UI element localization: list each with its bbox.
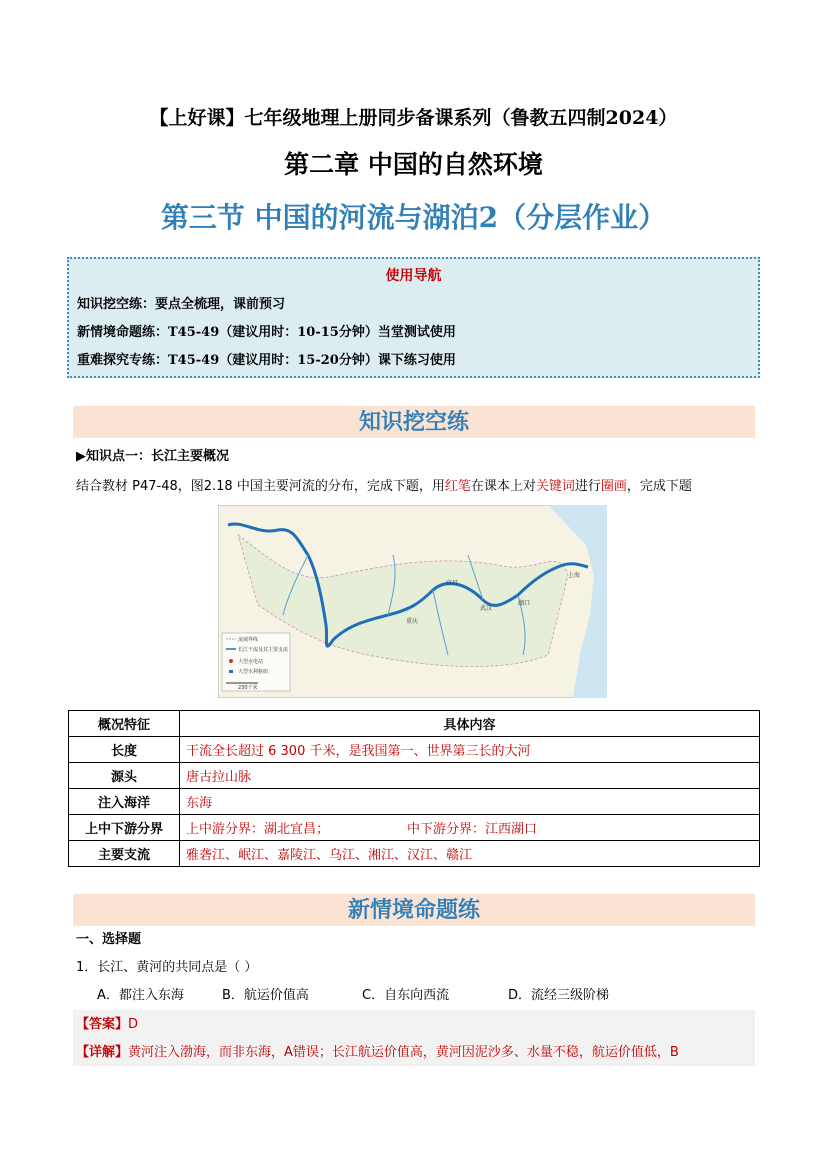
map-legend-4: 大型水利枢纽 [238,669,269,675]
chapter-title: 第二章 中国的自然环境 [284,150,543,179]
intro-part-4: ，完成下题 [626,479,692,494]
detail-text: 黄河注入渤海，而非东海，A错误；长江航运价值高，黄河因泥沙多、水量不稳，航运价值低，B [128,1045,679,1060]
intro-red-3: 圈画 [600,479,627,494]
intro-text [76,475,692,494]
series-title: 【上好课】七年级地理上册同步备课系列（鲁教五四制2024） [149,107,678,129]
map-scale: 230千米 [238,685,258,691]
row-value: 雅砻江、岷江、嘉陵江、乌江、湘江、汉江、赣江 [180,841,760,867]
row-value [180,815,760,841]
table-row [69,789,760,815]
question-stem: 1．长江、黄河的共同点是（ ） [76,960,258,975]
map-place-wuhan: 武汉 [480,605,493,612]
guide-line-2: 新情境命题练：T45-49（建议用时：10-15分钟）当堂测试使用 [77,325,456,340]
map-legend-1: 流域界线 [238,637,259,643]
guide-line-1: 知识挖空练：要点全梳理，课前预习 [77,297,286,312]
middle-lower-boundary: 中下游分界：江西湖口 [407,822,538,837]
intro-part-3: 进行 [574,479,601,494]
map-place-yichang: 宜昌 [446,580,459,587]
knowledge-point-heading: ▶知识点一：长江主要概况 [76,449,229,464]
detail-tag: 【详解】 [76,1045,129,1060]
table-row [69,815,760,841]
intro-red-2: 关键词 [535,479,575,494]
table-header: 概况特征 [69,711,180,737]
banner-knowledge: 知识挖空练 [73,406,755,438]
table-row [69,737,760,763]
table-header-row [69,711,760,737]
row-key: 主要支流 [69,841,180,867]
intro-red-1: 红笔 [444,479,471,494]
guide-line-3: 重难探究专练：T45-49（建议用时：15-20分钟）课下练习使用 [77,353,456,368]
row-value: 东海 [180,789,760,815]
yangtze-overview-table [68,710,760,867]
detail-line [76,1041,756,1060]
table-row [69,763,760,789]
answer-value: D [128,1017,139,1032]
map-legend-3: 大型水电站 [238,659,264,665]
upper-middle-boundary: 上中游分界：湖北宜昌； [186,822,330,837]
option-c: C．自东向西流 [362,988,450,1003]
yangtze-river-map [218,505,607,698]
option-a: A．都注入东海 [97,988,184,1003]
intro-part-1: 结合教材 P47-48，图2.18 中国主要河流的分布，完成下题，用 [76,479,445,494]
map-place-chongqing: 重庆 [406,618,419,625]
row-value: 唐古拉山脉 [180,763,760,789]
section-label: 一、选择题 [76,932,142,947]
map-place-hukou: 湖口 [518,600,531,607]
intro-part-2: 在课本上对 [470,479,536,494]
row-key: 注入海洋 [69,789,180,815]
answer-line [76,1013,138,1032]
table-row [69,841,760,867]
guide-title: 使用导航 [385,268,442,284]
option-b: B．航运价值高 [222,988,309,1003]
banner-new-context: 新情境命题练 [73,894,755,926]
table-header: 具体内容 [180,711,760,737]
row-key: 源头 [69,763,180,789]
row-value: 干流全长超过 6 300 千米，是我国第一、世界第三长的大河 [180,737,760,763]
row-key: 上中下游分界 [69,815,180,841]
option-d: D．流经三级阶梯 [508,988,610,1003]
usage-guide-box [67,257,760,378]
answer-tag: 【答案】 [76,1017,129,1032]
map-place-shanghai: 上海 [568,572,581,579]
section-title: 第三节 中国的河流与湖泊2（分层作业） [160,201,667,234]
row-key: 长度 [69,737,180,763]
map-legend-2: 长江干流及其主要支流 [238,647,289,653]
